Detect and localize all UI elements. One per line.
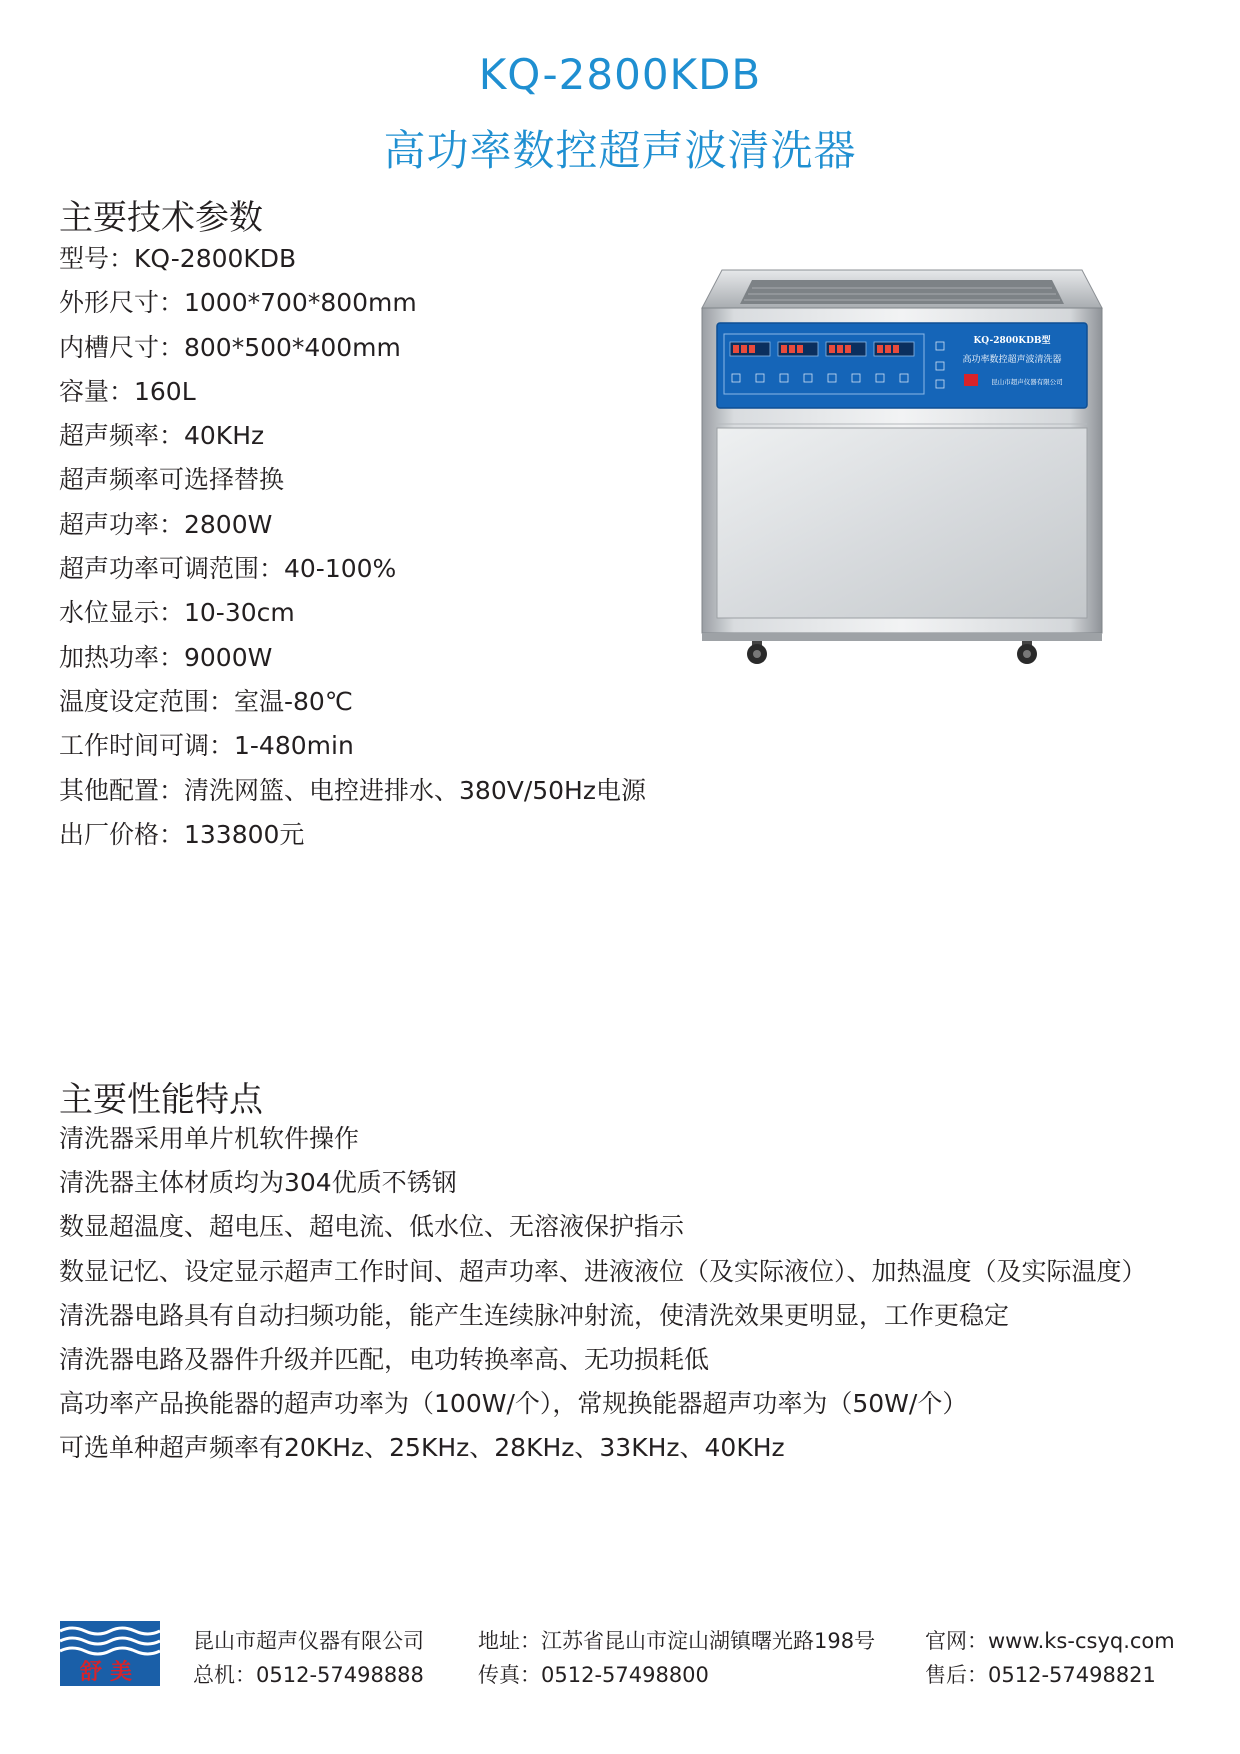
feature-item: 数显记忆、设定显示超声工作时间、超声功率、进液液位（及实际液位）、加热温度（及实际温度） [59,1256,1147,1286]
spec-item: 超声功率：2800W [59,509,273,539]
feature-item: 清洗器采用单片机软件操作 [59,1124,360,1153]
spec-item: 其他配置：清洗网篮、电控进排水、380V/50Hz电源 [59,775,646,805]
spec-list [59,244,646,864]
spec-item: 出厂价格：133800元 [59,819,305,849]
product-image [692,268,1112,668]
feature-item: 清洗器电路具有自动扫频功能，能产生连续脉冲射流，使清洗效果更明显，工作更稳定 [59,1300,1010,1330]
feature-item: 清洗器电路及器件升级并匹配，电功转换率高、无功损耗低 [59,1344,710,1374]
spec-item: 工作时间可调：1-480min [59,731,354,761]
logo-text: 舒美 [79,1659,141,1685]
feature-item: 高功率产品换能器的超声功率为（100W/个），常规换能器超声功率为（50W/个） [59,1389,968,1419]
spec-item: 超声频率：40KHz [59,421,265,451]
footer-phone: 总机：0512-57498888 [193,1663,424,1687]
panel-name-text: 高功率数控超声波清洗器 [962,355,1062,365]
spec-item: 超声频率可选择替换 [59,465,285,495]
feature-item: 清洗器主体材质均为304优质不锈钢 [59,1168,457,1198]
panel-model-text: KQ-2800KDB型 [973,336,1051,346]
footer-website-link[interactable]: 官网：www.ks-csyq.com [925,1629,1175,1653]
spec-item: 外形尺寸：1000*700*800mm [59,288,417,318]
spec-item: 加热功率：9000W [59,642,273,672]
spec-item: 内槽尺寸：800*500*400mm [59,332,401,362]
feature-item: 可选单种超声频率有20KHz、25KHz、28KHz、33KHz、40KHz [59,1433,785,1463]
feature-item: 数显超温度、超电压、超电流、低水位、无溶液保护指示 [59,1212,685,1242]
footer-after-sales: 售后：0512-57498821 [925,1663,1156,1687]
panel-company-text: 昆山市超声仪器有限公司 [991,378,1063,386]
spec-item: 温度设定范围：室温-80℃ [59,686,353,716]
company-logo [60,1621,160,1686]
spec-item: 型号：KQ-2800KDB [59,244,297,273]
features-heading: 主要性能特点 [59,1080,263,1120]
product-model-title: KQ-2800KDB [478,50,762,99]
footer-fax: 传真：0512-57498800 [478,1663,709,1687]
spec-item: 容量：160L [59,376,196,406]
spec-item: 超声功率可调范围：40-100% [59,554,397,584]
product-name-title: 高功率数控超声波清洗器 [383,126,857,175]
footer-company: 昆山市超声仪器有限公司 [193,1629,424,1653]
feature-list [59,1124,1147,1478]
footer-address: 地址：江苏省昆山市淀山湖镇曙光路198号 [478,1629,876,1653]
specs-heading: 主要技术参数 [59,198,263,238]
spec-item: 水位显示：10-30cm [59,598,295,628]
